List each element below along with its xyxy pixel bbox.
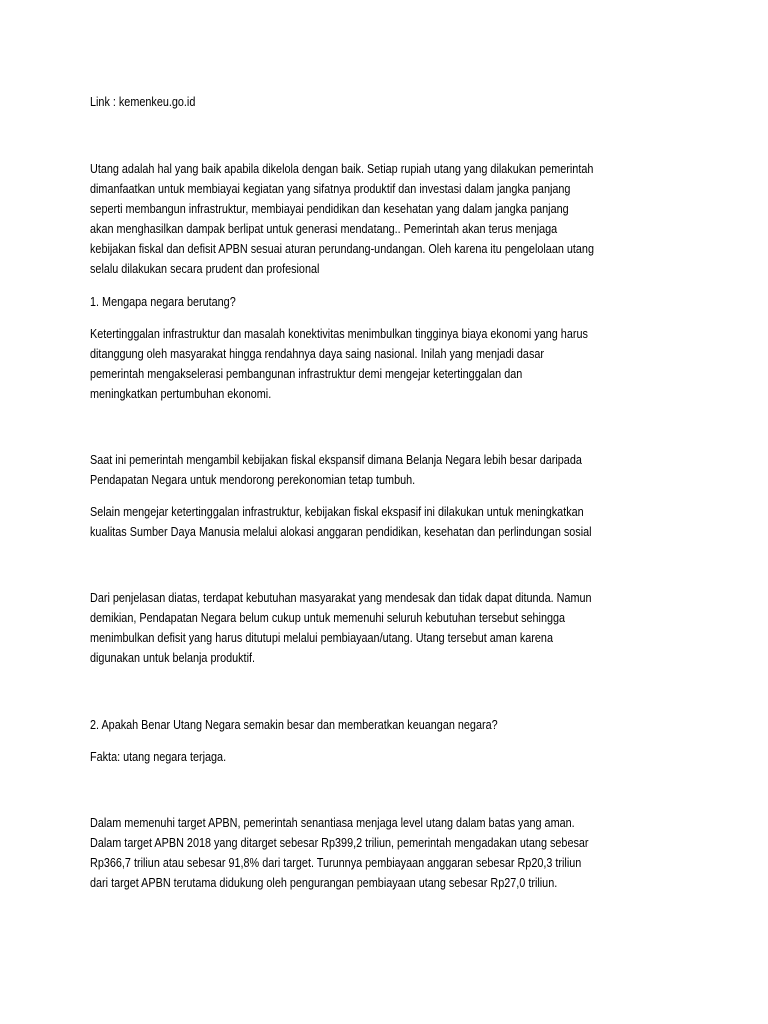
intro-line: dimanfaatkan untuk membiayai kegiatan yang sifatnya produktif dan investasi dalam jangka panjang	[90, 182, 571, 196]
answer-2-paragraph-1-line: Dalam memenuhi target APBN, pemerintah senantiasa menjaga level utang dalam batas yang aman.	[90, 816, 575, 830]
answer-1-paragraph-1-line: Ketertinggalan infrastruktur dan masalah konektivitas menimbulkan tingginya biaya ekonomi yang harus	[90, 327, 588, 341]
answer-1-paragraph-3-line: Selain mengejar ketertinggalan infrastruktur, kebijakan fiskal ekspasif ini dilakukan untuk meningkatkan	[90, 505, 584, 519]
answer-2-paragraph-1-line: dari target APBN terutama didukung oleh pengurangan pembiayaan utang sebesar Rp27,0 triliun.	[90, 876, 558, 890]
intro-line: kebijakan fiskal dan defisit APBN sesuai aturan perundang-undangan. Oleh karena itu pengelolaan utang	[90, 242, 594, 256]
intro-line: seperti membangun infrastruktur, membiayai pendidikan dan kesehatan yang dalam jangka panjang	[90, 202, 569, 216]
answer-1-paragraph-1-line: ditanggung oleh masyarakat hingga rendahnya daya saing nasional. Inilah yang menjadi dasar	[90, 347, 544, 361]
intro-line: akan menghasilkan dampak berlipat untuk generasi mendatang.. Pemerintah akan terus menjaga	[90, 222, 558, 236]
answer-1-paragraph-1-line: pemerintah mengakselerasi pembangunan infrastruktur demi mengejar ketertinggalan dan	[90, 367, 523, 381]
answer-1-paragraph-2-line: Saat ini pemerintah mengambil kebijakan fiskal ekspansif dimana Belanja Negara lebih besar daripada	[90, 453, 582, 467]
source-link-line: Link : kemenkeu.go.id	[90, 95, 196, 109]
answer-2-paragraph-1-line: Dalam target APBN 2018 yang ditarget sebesar Rp399,2 triliun, pemerintah mengadakan utang sebesar	[90, 836, 589, 850]
answer-1-paragraph-2-line: Pendapatan Negara untuk mendorong perekonomian tetap tumbuh.	[90, 473, 416, 487]
answer-1-paragraph-4-line: Dari penjelasan diatas, terdapat kebutuhan masyarakat yang mendesak dan tidak dapat ditunda. Namun	[90, 591, 592, 605]
intro-line: selalu dilakukan secara prudent dan profesional	[90, 262, 320, 276]
answer-1-paragraph-4-line: menimbulkan defisit yang harus ditutupi melalui pembiayaan/utang. Utang tersebut aman karena	[90, 631, 553, 645]
answer-1-paragraph-1-line: meningkatkan pertumbuhan ekonomi.	[90, 387, 272, 401]
question-2-heading: 2. Apakah Benar Utang Negara semakin besar dan memberatkan keuangan negara?	[90, 718, 498, 732]
question-1-heading: 1. Mengapa negara berutang?	[90, 295, 236, 309]
answer-2-paragraph-1-line: Rp366,7 triliun atau sebesar 91,8% dari target. Turunnya pembiayaan anggaran sebesar Rp20,3 triliun	[90, 856, 582, 870]
fact-line: Fakta: utang negara terjaga.	[90, 750, 227, 764]
intro-line: Utang adalah hal yang baik apabila dikelola dengan baik. Setiap rupiah utang yang dilakukan pemerintah	[90, 162, 594, 176]
answer-1-paragraph-4-line: demikian, Pendapatan Negara belum cukup untuk memenuhi seluruh kebutuhan tersebut sehingga	[90, 611, 566, 625]
answer-1-paragraph-3-line: kualitas Sumber Daya Manusia melalui alokasi anggaran pendidikan, kesehatan dan perlindungan sosial	[90, 525, 592, 539]
answer-1-paragraph-4-line: digunakan untuk belanja produktif.	[90, 651, 255, 665]
